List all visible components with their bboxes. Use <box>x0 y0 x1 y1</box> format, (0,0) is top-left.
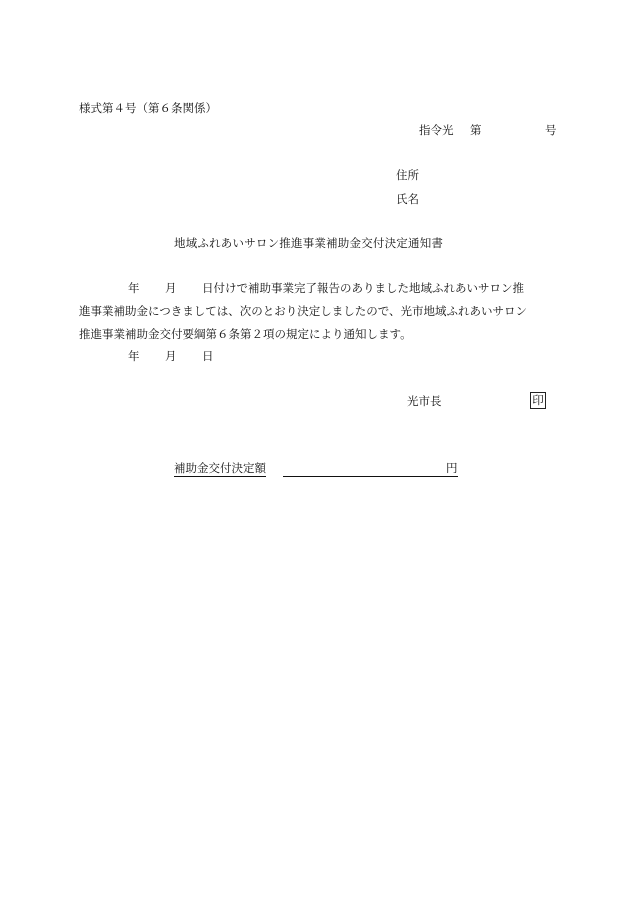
address-label: 住所 <box>396 168 419 182</box>
issue-date-month: 月 <box>165 349 177 363</box>
issuer-title: 光市長 <box>407 394 442 408</box>
issue-date-year: 年 <box>128 349 140 363</box>
notice-prefix: 指令光 <box>419 123 454 137</box>
seal-mark: 印 <box>530 392 546 409</box>
form-number-label: 様式第４号（第６条関係） <box>79 101 217 115</box>
name-label: 氏名 <box>396 192 419 206</box>
body-line-2: 進事業補助金につきましては、次のとおり決定しましたので、光市地域ふれあいサロン <box>79 304 528 318</box>
amount-unit: 円 <box>446 461 458 475</box>
body-line-1-text: 日付けで補助事業完了報告のありました地域ふれあいサロン推 <box>202 281 524 295</box>
document-title: 地域ふれあいサロン推進事業補助金交付決定通知書 <box>174 236 444 250</box>
amount-label: 補助金交付決定額 <box>174 461 266 475</box>
report-date-month: 月 <box>165 281 177 295</box>
issue-date-day: 日 <box>202 349 214 363</box>
amount-underline <box>283 476 455 477</box>
notice-go: 号 <box>545 123 557 137</box>
notice-dai: 第 <box>470 123 482 137</box>
report-date-year: 年 <box>128 281 140 295</box>
body-line-3: 推進事業補助金交付要綱第６条第２項の規定により通知します。 <box>79 327 412 341</box>
